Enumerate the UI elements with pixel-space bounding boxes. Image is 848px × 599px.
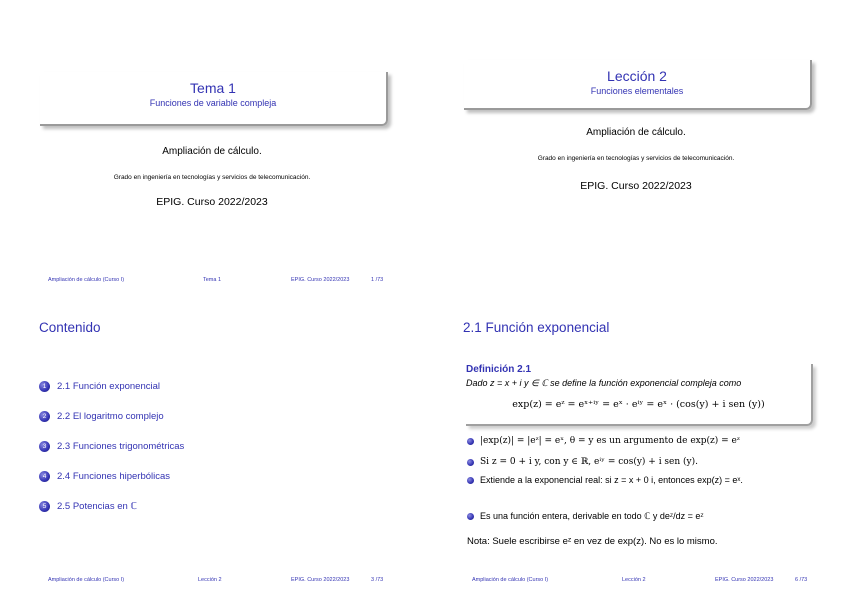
bullet-item [467, 511, 704, 522]
slide-1 [0, 0, 424, 299]
definition-equation: exp(z) = eᶻ = eˣ⁺ⁱʸ = eˣ · eⁱʸ = eˣ · (cos(y) + i sen (y)) [512, 399, 765, 410]
number-bullet: 5 [39, 501, 50, 512]
toc-label: 2.3 Funciones trigonométricas [57, 440, 185, 452]
footer-right: EPIG. Curso 2022/2023 [291, 577, 350, 583]
slide-3 [0, 300, 424, 599]
definition-title: Definición 2.1 [466, 364, 532, 375]
toc-item[interactable] [39, 469, 184, 483]
page-number: 6 /73 [795, 577, 808, 583]
footer-right: EPIG. Curso 2022/2023 [715, 577, 774, 583]
frame-title: Contenido [39, 320, 101, 335]
school-year: EPIG. Curso 2022/2023 [156, 196, 268, 208]
bullet-item [467, 457, 698, 467]
footer-mid: Tema 1 [203, 277, 222, 283]
toc-label: 2.4 Funciones hiperbólicas [57, 470, 171, 482]
bullet-text: Si z = 0 + i y, con y ∈ ℝ, eⁱʸ = cos(y) + i sen (y). [480, 457, 698, 467]
degree-name: Grado en ingeniería en tecnologías y servicios de telecomunicación. [113, 174, 311, 181]
number-bullet: 4 [39, 471, 50, 482]
toc-item[interactable] [39, 439, 184, 453]
footer-left: Ampliación de cálculo (Curso I) [48, 277, 125, 283]
toc-label: 2.5 Potencias en ℂ [57, 500, 138, 512]
footer-left: Ampliación de cálculo (Curso I) [472, 577, 549, 583]
bullet-text: |exp(z)| = |eᶻ| = eˣ, θ = y es un argumento de exp(z) = eᶻ [480, 436, 740, 446]
slide-title: Lección 2 [607, 68, 667, 84]
footer-mid: Lección 2 [622, 577, 646, 583]
footer-right: EPIG. Curso 2022/2023 [291, 277, 350, 283]
bullet-text: Extiende a la exponencial real: si z = x + 0 i, entonces exp(z) = eˣ. [480, 475, 743, 485]
course-name: Ampliación de cálculo. [586, 127, 686, 138]
page-number: 3 /73 [371, 577, 384, 583]
bullet-item [467, 436, 740, 446]
slide-title: Tema 1 [190, 80, 236, 96]
toc-item[interactable] [39, 499, 184, 513]
degree-name: Grado en ingeniería en tecnologías y servicios de telecomunicación. [537, 155, 735, 162]
table-of-contents [39, 379, 184, 529]
bullet-ball-icon [467, 438, 474, 445]
slide-4 [424, 300, 848, 599]
bullet-ball-icon [467, 459, 474, 466]
school-year: EPIG. Curso 2022/2023 [580, 180, 692, 192]
slide-subtitle: Funciones de variable compleja [149, 98, 277, 108]
toc-label: 2.1 Función exponencial [57, 380, 160, 392]
bullet-ball-icon [467, 477, 474, 484]
toc-item[interactable] [39, 379, 184, 393]
slide-subtitle: Funciones elementales [590, 86, 684, 96]
number-bullet: 2 [39, 411, 50, 422]
course-name: Ampliación de cálculo. [162, 146, 262, 157]
bullet-item [467, 475, 767, 485]
title-box [464, 60, 812, 110]
number-bullet: 1 [39, 381, 50, 392]
number-bullet: 3 [39, 441, 50, 452]
definition-text: Dado z = x + i y ∈ ℂ se define la función exponencial compleja como [466, 378, 742, 388]
bullet-text: Es una función entera, derivable en todo ℂ y deᶻ/dz = eᶻ [480, 511, 704, 521]
title-box [40, 72, 388, 126]
footer-left: Ampliación de cálculo (Curso I) [48, 577, 125, 583]
note-text: Nota: Suele escribirse eᶻ en vez de exp(z). No es lo mismo. [467, 536, 718, 547]
toc-label: 2.2 El logaritmo complejo [57, 410, 164, 422]
page-number: 1 /73 [371, 277, 384, 283]
slide-2 [424, 0, 848, 299]
bullet-ball-icon [467, 513, 474, 520]
footer-mid: Lección 2 [198, 577, 222, 583]
toc-item[interactable] [39, 409, 184, 423]
frame-title: 2.1 Función exponencial [463, 320, 610, 335]
definition-block [466, 364, 813, 426]
